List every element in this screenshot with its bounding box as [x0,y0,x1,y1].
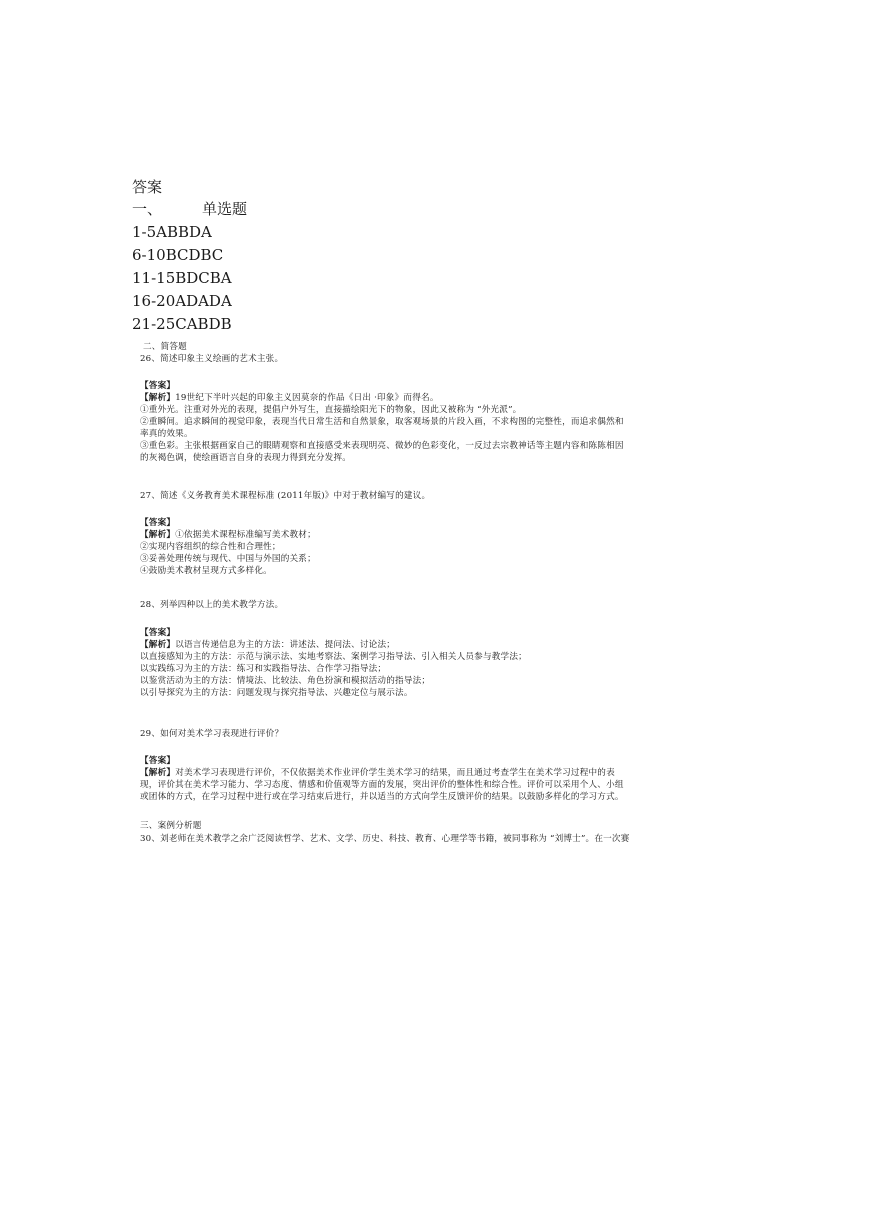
q28-line-5: 以引导探究为主的方法：问题发现与探究指导法、兴趣定位与展示法。 [140,688,413,698]
q26-line-1 [140,393,439,405]
q27-text-1: ①依据美术课程标准编写美术教材； [175,530,316,540]
answers-title: 答案 [132,178,163,196]
section1-heading-text: 单选题 [202,200,248,218]
q28-text-1: 以语言传递信息为主的方法：讲述法、提问法、讨论法； [175,640,396,650]
section1-heading [132,198,247,220]
q28-line-3: 以实践练习为主的方法：练习和实践指导法、合作学习指导法； [140,664,387,674]
q26-answer-label: 【答案】 [140,381,176,391]
q26-line-6: 的灰褐色调，使绘画语言自身的表现力得到充分发挥。 [140,453,352,463]
q30-question: 30、刘老师在美术教学之余广泛阅读哲学、艺术、文学、历史、科技、教育、心理学等书籍，被同事称为 “刘博士”。在一次赛 [140,834,630,844]
q29-question: 29、如何对美术学习表现进行评价？ [140,729,284,739]
q29-answer-label: 【答案】 [140,756,176,766]
q28-line-2: 以直接感知为主的方法：示范与演示法、实地考察法、案例学习指导法、引入相关人员参与教学法； [140,652,527,662]
q28-line-1 [140,640,395,652]
q27-answer-label: 【答案】 [140,518,176,528]
q26-line-2: ①重外光。注重对外光的表现，提倡户外写生，直接描绘阳光下的物象，因此又被称为 “外光派”。 [140,405,522,415]
q26-line-4: 率真的效果。 [140,429,193,439]
q29-analysis-label: 【解析】 [140,768,176,778]
q26-analysis-label: 【解析】 [140,393,176,403]
q26-line-5: ③重色彩。主张根据画家自己的眼睛观察和直接感受来表现明亮、微妙的色彩变化，一反过去宗教神话等主题内容和陈陈相因 [140,441,624,451]
q27-analysis-label: 【解析】 [140,530,176,540]
section1-number: 一、 [132,200,163,218]
q29-line-2: 现，评价其在美术学习能力、学习态度、情感和价值观等方面的发展，突出评价的整体性和综合性。评价可以采用个人、小组 [140,780,624,790]
q28-line-4: 以鉴赏活动为主的方法：情境法、比较法、角色扮演和模拟活动的指导法； [140,676,431,686]
q29-line-3: 或团体的方式，在学习过程中进行或在学习结束后进行，并以适当的方式向学生反馈评价的结果。以鼓励多样化的学习方式。 [140,792,624,802]
q27-line-2: ②实现内容组织的综合性和合理性； [140,542,281,552]
answer-line-1: 1-5ABBDA [132,223,212,241]
q26-line-3: ②重瞬间。追求瞬间的视觉印象，表现当代日常生活和自然景象，取客观场景的片段入画，不求构图的完整性，而追求偶然和 [140,417,624,427]
q29-line-1 [140,768,615,780]
q27-line-4: ④鼓励美术教材呈现方式多样化。 [140,566,272,576]
q28-answer-label: 【答案】 [140,628,176,638]
q26-question: 26、简述印象主义绘画的艺术主张。 [140,354,284,364]
section3-heading: 三、案例分析题 [140,821,202,831]
q28-question: 28、列举四种以上的美术教学方法。 [140,600,284,610]
section2-heading: 二、简答题 [143,342,187,352]
answer-line-4: 16-20ADADA [132,292,232,310]
q27-line-3: ③妥善处理传统与现代、中国与外国的关系； [140,554,316,564]
q27-line-1 [140,530,316,542]
answer-line-5: 21-25CABDB [132,315,232,333]
answer-line-3: 11-15BDCBA [132,269,232,287]
q27-question: 27、简述《义务教育美术课程标准 (2011年版)》中对于教材编写的建议。 [140,491,431,501]
answer-line-2: 6-10BCDBC [132,246,224,264]
q29-text-1: 对美术学习表现进行评价，不仅依据美术作业评价学生美术学习的结果，而且通过考查学生在美术学习过程中的表 [175,768,615,778]
q26-text-1: 19世纪下半叶兴起的印象主义因莫奈的作品《日出 ·印象》而得名。 [175,393,439,403]
q28-analysis-label: 【解析】 [140,640,176,650]
